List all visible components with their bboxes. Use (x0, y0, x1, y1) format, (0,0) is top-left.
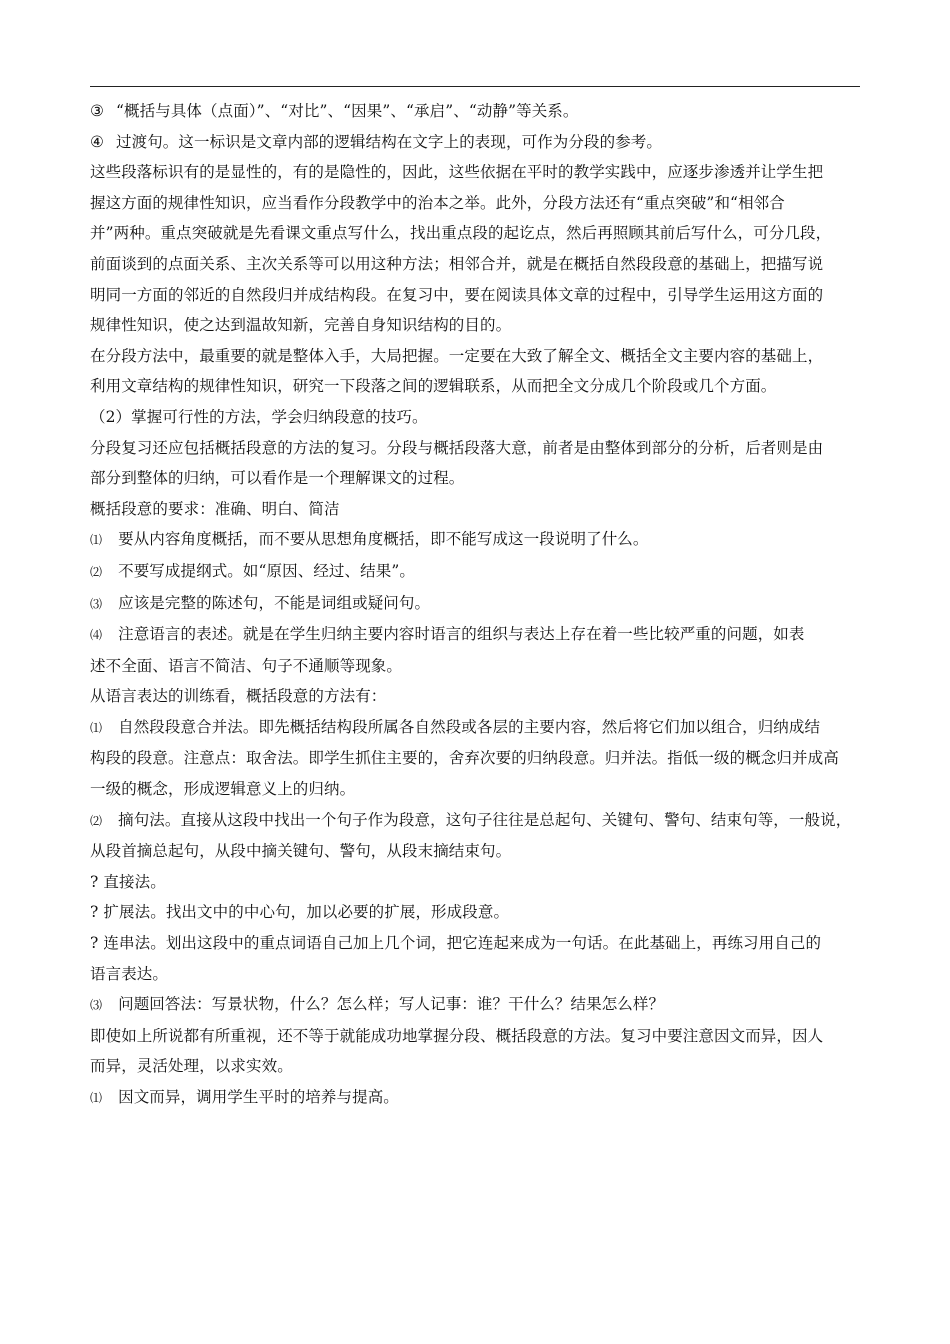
line-text: “概括与具体（点面）”、“对比”、“因果”、“承启”、“动静”等关系。 (116, 102, 579, 120)
text-line: 从语言表达的训练看，概括段意的方法有： (90, 687, 387, 706)
text-line: 规律性知识，使之达到温故知新，完善自身知识结构的目的。 (90, 316, 512, 335)
line-text: 过渡句。这一标识是文章内部的逻辑结构在文字上的表现，可作为分段的参考。 (116, 132, 663, 151)
line-text: 注意语言的表述。就是在学生归纳主要内容时语言的组织与表达上存在着一些比较严重的问题，如表 (118, 625, 805, 644)
text-line: ? 扩展法。找出文中的中心句，加以必要的扩展，形成段意。 (90, 903, 510, 922)
text-line: 握这方面的规律性知识，应当看作分段教学中的治本之举。此外，分段方法还有“重点突破”和“相邻合 (90, 193, 785, 212)
text-line: 并”两种。重点突破就是先看课文重点写什么，找出重点段的起讫点，然后再照顾其前后写什么，可分几段， (90, 224, 832, 243)
text-line: 明同一方面的邻近的自然段归并成结构段。在复习中，要在阅读具体文章的过程中，引导学生运用这方面的 (90, 285, 824, 304)
text-line: 语言表达。 (90, 964, 169, 983)
list-marker: ⑵ (90, 564, 103, 579)
line-text: 因文而异，调用学生平时的培养与提高。 (118, 1088, 399, 1106)
text-line: 部分到整体的归纳，可以看作是一个理解课文的过程。 (90, 469, 465, 488)
text-line: 前面谈到的点面关系、主次关系等可以用这种方法；相邻合并，就是在概括自然段段意的基础上，把描写说 (90, 254, 824, 273)
text-line (90, 805, 862, 837)
section-heading: （2）掌握可行性的方法，学会归纳段意的技巧。 (90, 407, 428, 426)
text-line (90, 556, 862, 588)
text-line (90, 588, 862, 620)
text-line (90, 127, 862, 158)
line-text: 问题回答法：写景状物，什么？怎么样；写人记事：谁？干什么？结果怎么样？ (118, 995, 665, 1014)
text-line: 构段的段意。注意点：取舍法。即学生抓住主要的，舍弃次要的归纳段意。归并法。指低一级的概念归并成高 (90, 749, 839, 768)
text-line: 分段复习还应包括概括段意的方法的复习。分段与概括段落大意，前者是由整体到部分的分析，后者则是由 (90, 438, 824, 457)
text-line: ? 直接法。 (90, 872, 166, 891)
text-line (90, 712, 862, 744)
list-marker: ③ (90, 102, 104, 120)
text-line: ? 连串法。划出这段中的重点词语自己加上几个词，把它连起来成为一句话。在此基础上，再练习用自己的 (90, 934, 822, 953)
list-marker: ⑴ (90, 1091, 103, 1105)
text-line: 而异，灵活处理，以求实效。 (90, 1057, 293, 1076)
line-text: 要从内容角度概括，而不要从思想角度概括，即不能写成这一段说明了什么。 (118, 530, 649, 549)
text-line: 这些段落标识有的是显性的，有的是隐性的，因此，这些依据在平时的教学实践中，应逐步渗透并让学生把 (90, 163, 824, 182)
list-marker: ④ (90, 132, 104, 151)
text-line: 一级的概念，形成逻辑意义上的归纳。 (90, 780, 356, 799)
line-text: 摘句法。直接从这段中找出一个句子作为段意，这句子往往是总起句、关键句、警句、结束句等，一般说， (118, 810, 852, 829)
list-marker: ⑵ (90, 813, 103, 828)
text-line: 利用文章结构的规律性知识，研究一下段落之间的逻辑联系，从而把全文分成几个阶段或几个方面。 (90, 377, 777, 396)
line-text: 不要写成提纲式。如“原因、经过、结果”。 (118, 561, 415, 580)
text-line: 概括段意的要求：准确、明白、简洁 (90, 499, 340, 518)
line-text: 应该是完整的陈述句，不能是词组或疑问句。 (118, 593, 431, 612)
line-text: 自然段段意合并法。即先概括结构段所属各自然段或各层的主要内容，然后将它们加以组合，归纳成结 (118, 717, 821, 736)
list-marker: ⑶ (90, 596, 103, 611)
text-line (90, 619, 862, 651)
document-body (90, 96, 862, 1114)
list-marker: ⑴ (90, 720, 103, 735)
text-line: 即使如上所说都有所重视，还不等于就能成功地掌握分段、概括段意的方法。复习中要注意因文而异，因人 (90, 1026, 824, 1045)
text-line: 述不全面、语言不简洁、句子不通顺等现象。 (90, 656, 403, 675)
text-line (90, 524, 862, 556)
header-rule (90, 86, 860, 87)
text-line: 从段首摘总起句，从段中摘关键句、警句，从段末摘结束句。 (90, 842, 512, 861)
list-marker: ⑶ (90, 998, 103, 1013)
text-line (90, 1082, 862, 1114)
list-marker: ⑷ (90, 628, 103, 643)
text-line (90, 96, 862, 127)
text-line: 在分段方法中，最重要的就是整体入手，大局把握。一定要在大致了解全文、概括全文主要内容的基础上， (90, 346, 824, 365)
list-marker: ⑴ (90, 533, 103, 548)
text-line (90, 989, 862, 1021)
